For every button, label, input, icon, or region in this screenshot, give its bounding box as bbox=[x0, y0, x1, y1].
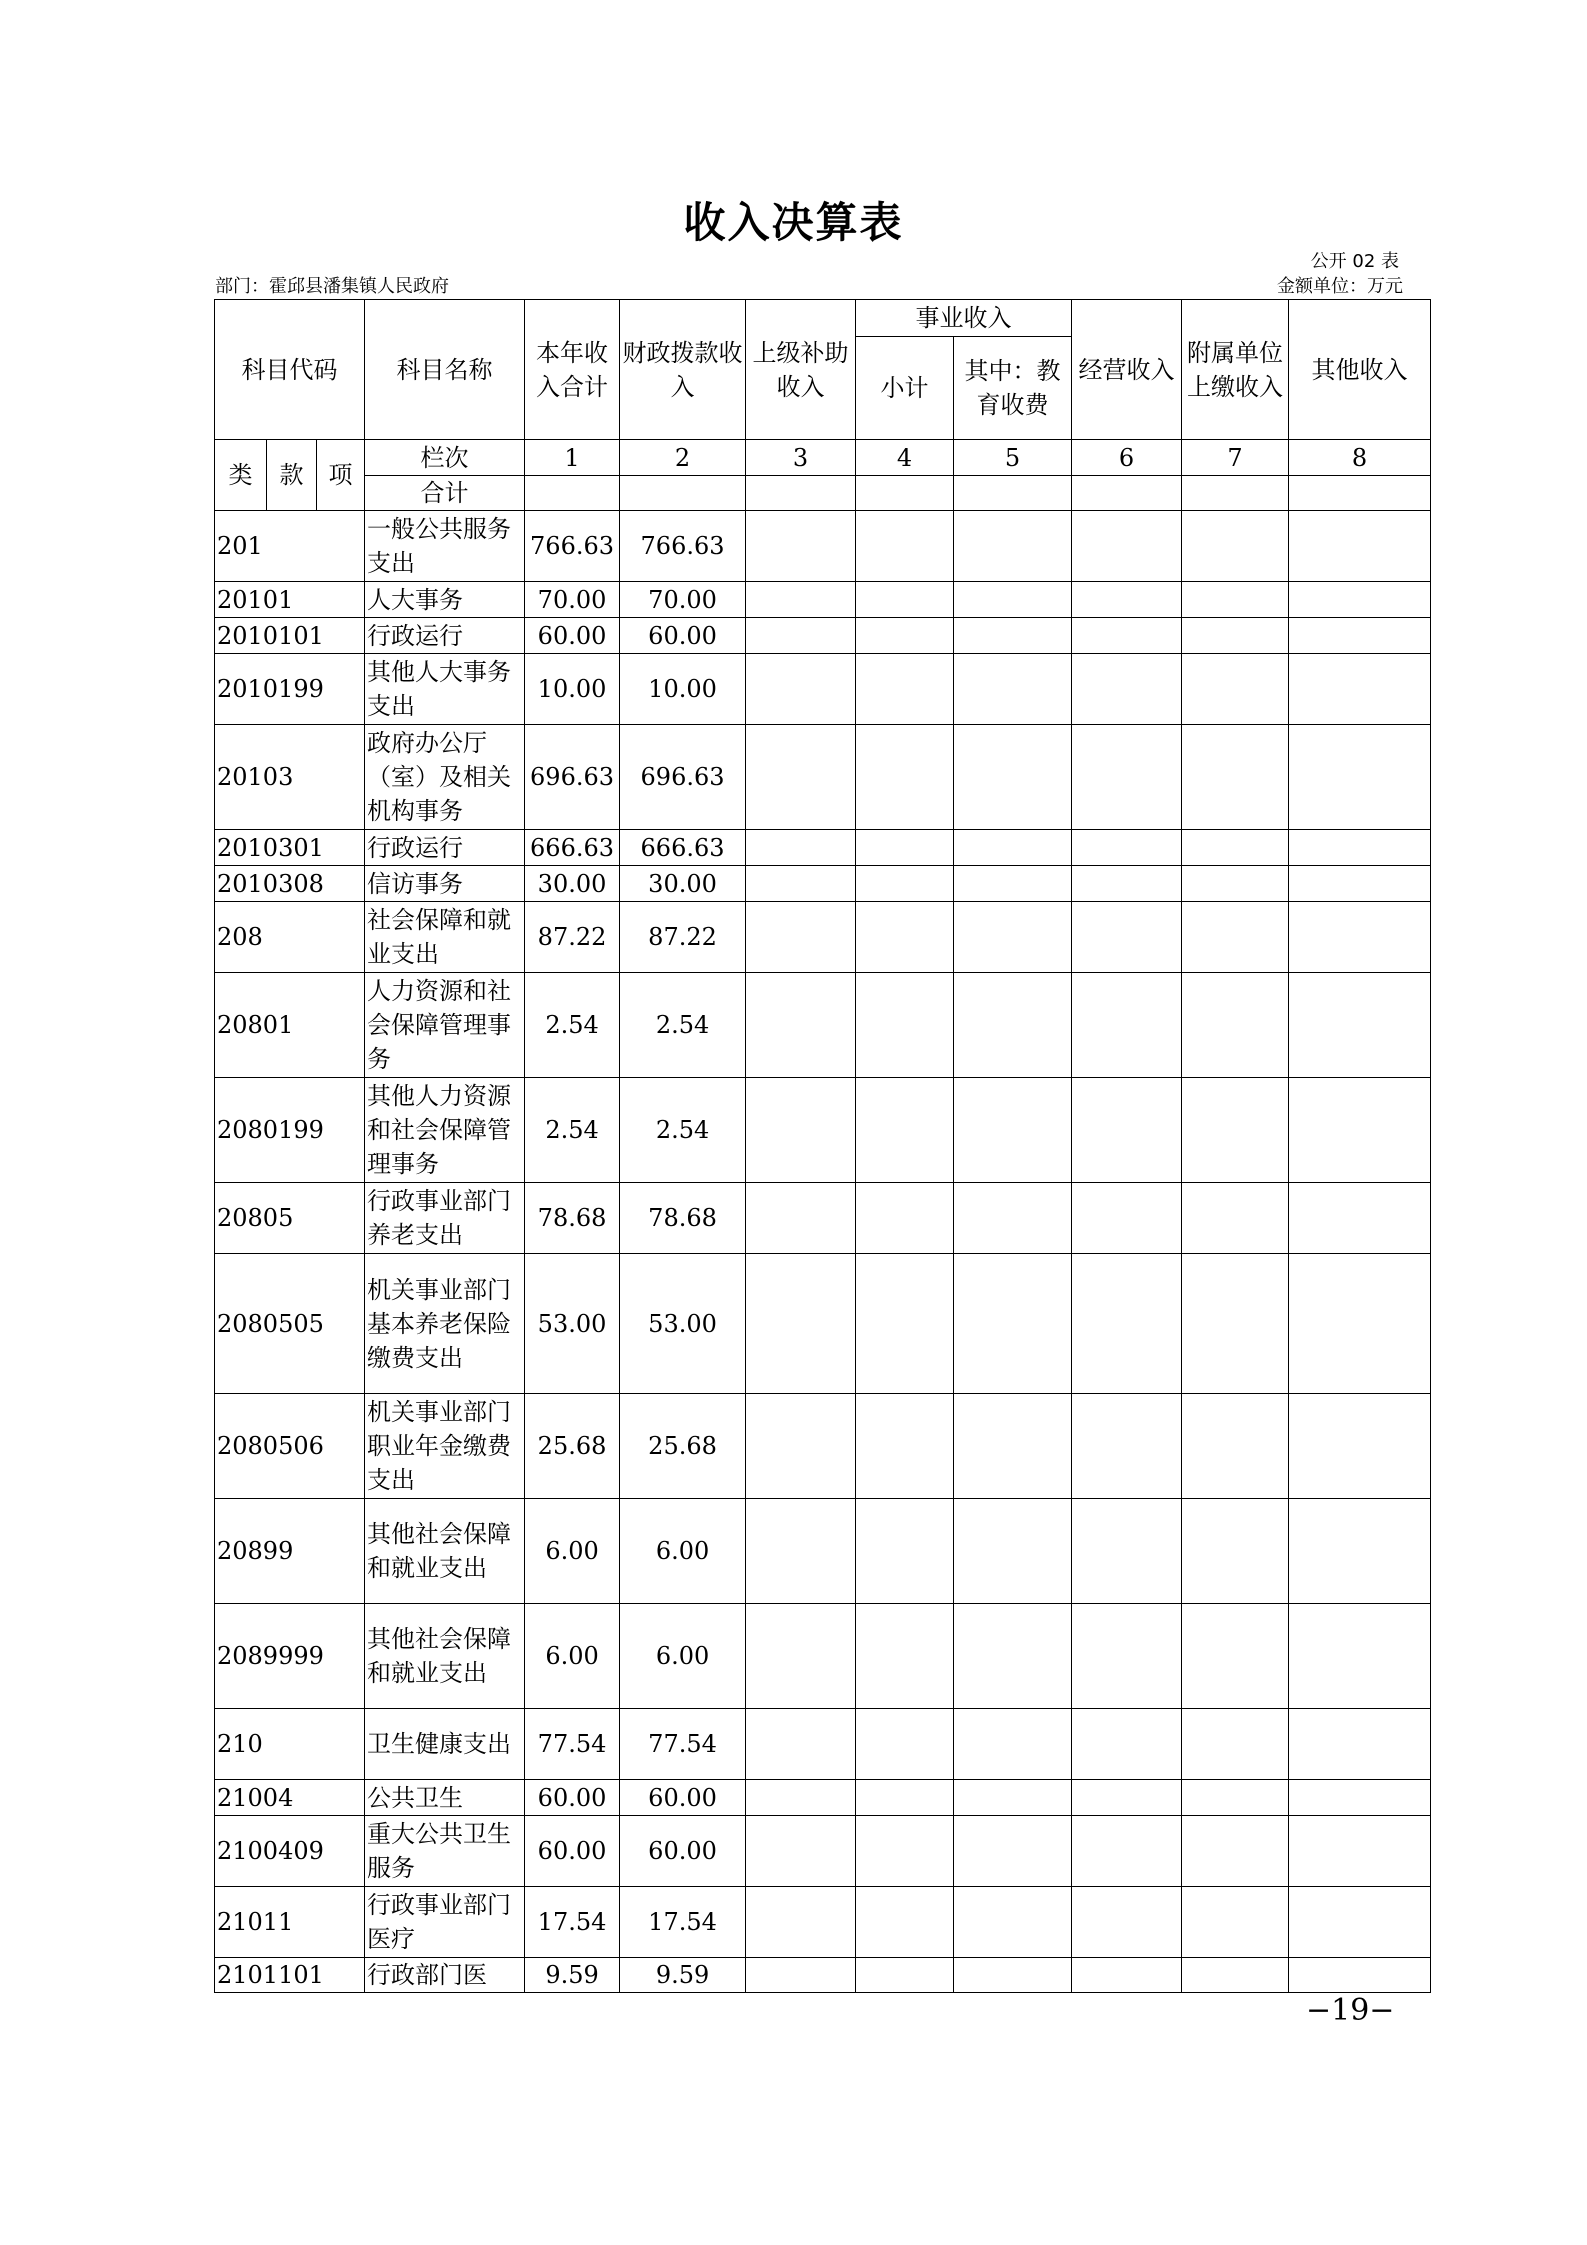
col-number: 5 bbox=[954, 440, 1072, 476]
row-fiscal: 60.00 bbox=[620, 1816, 746, 1887]
row-name: 行政运行 bbox=[365, 618, 525, 654]
col-number: 6 bbox=[1072, 440, 1182, 476]
table-row bbox=[215, 973, 1431, 1078]
row-code: 20899 bbox=[215, 1499, 365, 1604]
row-total: 70.00 bbox=[525, 582, 620, 618]
col-number: 7 bbox=[1182, 440, 1289, 476]
header-operating: 经营收入 bbox=[1072, 300, 1182, 440]
empty-cell bbox=[1072, 902, 1182, 973]
empty-cell bbox=[746, 1958, 856, 1993]
row-name: 机关事业部门职业年金缴费支出 bbox=[365, 1394, 525, 1499]
row-total: 60.00 bbox=[525, 1780, 620, 1816]
row-code: 20805 bbox=[215, 1183, 365, 1254]
table-row bbox=[215, 902, 1431, 973]
row-code: 2010101 bbox=[215, 618, 365, 654]
row-total: 666.63 bbox=[525, 830, 620, 866]
row-fiscal: 766.63 bbox=[620, 511, 746, 582]
empty-cell bbox=[1289, 511, 1431, 582]
row-name: 信访事务 bbox=[365, 866, 525, 902]
empty-cell bbox=[1289, 725, 1431, 830]
empty-cell bbox=[1289, 476, 1431, 511]
empty-cell bbox=[954, 476, 1072, 511]
empty-cell bbox=[1182, 1816, 1289, 1887]
empty-cell bbox=[1182, 725, 1289, 830]
empty-cell bbox=[954, 1183, 1072, 1254]
empty-cell bbox=[954, 618, 1072, 654]
header-education: 其中：教育收费 bbox=[954, 337, 1072, 440]
row-code: 2010301 bbox=[215, 830, 365, 866]
table-row bbox=[215, 866, 1431, 902]
row-name: 人力资源和社会保障管理事务 bbox=[365, 973, 525, 1078]
empty-cell bbox=[1072, 511, 1182, 582]
empty-cell bbox=[746, 1709, 856, 1780]
empty-cell bbox=[1072, 1780, 1182, 1816]
page-title: 收入决算表 bbox=[683, 198, 904, 247]
row-name: 重大公共卫生服务 bbox=[365, 1816, 525, 1887]
empty-cell bbox=[746, 1183, 856, 1254]
empty-cell bbox=[1182, 1183, 1289, 1254]
empty-cell bbox=[856, 1254, 954, 1394]
empty-cell bbox=[1072, 618, 1182, 654]
empty-cell bbox=[856, 830, 954, 866]
empty-cell bbox=[1182, 1780, 1289, 1816]
empty-cell bbox=[746, 511, 856, 582]
row-name: 行政部门医 bbox=[365, 1958, 525, 1993]
col-number: 1 bbox=[525, 440, 620, 476]
row-name: 公共卫生 bbox=[365, 1780, 525, 1816]
row-name: 行政事业部门养老支出 bbox=[365, 1183, 525, 1254]
row-name: 其他人大事务支出 bbox=[365, 654, 525, 725]
empty-cell bbox=[954, 1499, 1072, 1604]
form-number: 公开 02 表 bbox=[1310, 251, 1399, 272]
row-fiscal: 2.54 bbox=[620, 973, 746, 1078]
empty-cell bbox=[1289, 1254, 1431, 1394]
row-code: 2080199 bbox=[215, 1078, 365, 1183]
row-name: 社会保障和就业支出 bbox=[365, 902, 525, 973]
empty-cell bbox=[856, 1816, 954, 1887]
empty-cell bbox=[856, 1078, 954, 1183]
row-code: 2089999 bbox=[215, 1604, 365, 1709]
row-name: 行政事业部门医疗 bbox=[365, 1887, 525, 1958]
empty-cell bbox=[1072, 1394, 1182, 1499]
empty-cell bbox=[954, 511, 1072, 582]
header-superior: 上级补助收入 bbox=[746, 300, 856, 440]
header-name: 科目名称 bbox=[365, 300, 525, 440]
row-name: 其他人力资源和社会保障管理事务 bbox=[365, 1078, 525, 1183]
empty-cell bbox=[1182, 1958, 1289, 1993]
empty-cell bbox=[856, 725, 954, 830]
row-total: 78.68 bbox=[525, 1183, 620, 1254]
row-name: 卫生健康支出 bbox=[365, 1709, 525, 1780]
row-fiscal: 53.00 bbox=[620, 1254, 746, 1394]
empty-cell bbox=[954, 1078, 1072, 1183]
empty-cell bbox=[856, 654, 954, 725]
header-other: 其他收入 bbox=[1289, 300, 1431, 440]
row-total: 87.22 bbox=[525, 902, 620, 973]
empty-cell bbox=[1182, 973, 1289, 1078]
empty-cell bbox=[1182, 618, 1289, 654]
row-code: 2010199 bbox=[215, 654, 365, 725]
empty-cell bbox=[1182, 1709, 1289, 1780]
empty-cell bbox=[1072, 1958, 1182, 1993]
empty-cell bbox=[1289, 866, 1431, 902]
row-total: 2.54 bbox=[525, 973, 620, 1078]
row-code: 2101101 bbox=[215, 1958, 365, 1993]
empty-cell bbox=[746, 866, 856, 902]
empty-cell bbox=[746, 618, 856, 654]
empty-cell bbox=[1072, 1604, 1182, 1709]
table-row bbox=[215, 1254, 1431, 1394]
empty-cell bbox=[746, 1078, 856, 1183]
col-number: 4 bbox=[856, 440, 954, 476]
empty-cell bbox=[1072, 1499, 1182, 1604]
empty-cell bbox=[1072, 654, 1182, 725]
empty-cell bbox=[954, 1958, 1072, 1993]
row-name: 行政运行 bbox=[365, 830, 525, 866]
empty-cell bbox=[1289, 902, 1431, 973]
empty-cell bbox=[1182, 902, 1289, 973]
table-row bbox=[215, 1499, 1431, 1604]
empty-cell bbox=[1182, 866, 1289, 902]
header-total: 本年收入合计 bbox=[525, 300, 620, 440]
empty-cell bbox=[1289, 1394, 1431, 1499]
row-fiscal: 60.00 bbox=[620, 618, 746, 654]
row-code: 208 bbox=[215, 902, 365, 973]
empty-cell bbox=[1182, 476, 1289, 511]
empty-cell bbox=[856, 973, 954, 1078]
empty-cell bbox=[856, 1183, 954, 1254]
empty-cell bbox=[1182, 830, 1289, 866]
row-fiscal: 696.63 bbox=[620, 725, 746, 830]
table-row bbox=[215, 1780, 1431, 1816]
empty-cell bbox=[1182, 582, 1289, 618]
empty-cell bbox=[1072, 476, 1182, 511]
empty-cell bbox=[1182, 1394, 1289, 1499]
empty-cell bbox=[856, 1604, 954, 1709]
empty-cell bbox=[1072, 725, 1182, 830]
row-total: 53.00 bbox=[525, 1254, 620, 1394]
empty-cell bbox=[954, 1780, 1072, 1816]
empty-cell bbox=[1072, 1709, 1182, 1780]
empty-cell bbox=[1072, 973, 1182, 1078]
empty-cell bbox=[746, 582, 856, 618]
row-fiscal: 70.00 bbox=[620, 582, 746, 618]
empty-cell bbox=[1072, 1254, 1182, 1394]
empty-cell bbox=[1289, 582, 1431, 618]
row-code: 2010308 bbox=[215, 866, 365, 902]
column-number-label: 栏次 bbox=[365, 440, 525, 476]
empty-cell bbox=[1289, 1499, 1431, 1604]
empty-cell bbox=[856, 1709, 954, 1780]
empty-cell bbox=[856, 511, 954, 582]
table-row bbox=[215, 1183, 1431, 1254]
empty-cell bbox=[746, 1816, 856, 1887]
col-number: 3 bbox=[746, 440, 856, 476]
row-total: 696.63 bbox=[525, 725, 620, 830]
empty-cell bbox=[746, 902, 856, 973]
empty-cell bbox=[954, 1816, 1072, 1887]
empty-cell bbox=[856, 1887, 954, 1958]
row-total: 30.00 bbox=[525, 866, 620, 902]
empty-cell bbox=[525, 476, 620, 511]
empty-cell bbox=[1289, 1078, 1431, 1183]
row-total: 60.00 bbox=[525, 618, 620, 654]
empty-cell bbox=[1072, 1078, 1182, 1183]
empty-cell bbox=[856, 618, 954, 654]
sum-label: 合计 bbox=[365, 476, 525, 511]
empty-cell bbox=[1289, 618, 1431, 654]
empty-cell bbox=[954, 830, 1072, 866]
row-code: 2100409 bbox=[215, 1816, 365, 1887]
row-total: 2.54 bbox=[525, 1078, 620, 1183]
table-row bbox=[215, 1604, 1431, 1709]
table-row bbox=[215, 1958, 1431, 1993]
row-fiscal: 30.00 bbox=[620, 866, 746, 902]
table-row bbox=[215, 582, 1431, 618]
row-code: 2080506 bbox=[215, 1394, 365, 1499]
empty-cell bbox=[1289, 1816, 1431, 1887]
table-row bbox=[215, 511, 1431, 582]
empty-cell bbox=[954, 1254, 1072, 1394]
header-fiscal: 财政拨款收入 bbox=[620, 300, 746, 440]
empty-cell bbox=[954, 1887, 1072, 1958]
empty-cell bbox=[1289, 1887, 1431, 1958]
row-code: 21004 bbox=[215, 1780, 365, 1816]
empty-cell bbox=[746, 1887, 856, 1958]
row-name: 一般公共服务支出 bbox=[365, 511, 525, 582]
empty-cell bbox=[856, 582, 954, 618]
row-fiscal: 10.00 bbox=[620, 654, 746, 725]
empty-cell bbox=[1289, 1183, 1431, 1254]
row-fiscal: 77.54 bbox=[620, 1709, 746, 1780]
row-code: 20801 bbox=[215, 973, 365, 1078]
table-row bbox=[215, 830, 1431, 866]
header-code: 科目代码 bbox=[215, 300, 365, 440]
empty-cell bbox=[954, 973, 1072, 1078]
row-total: 77.54 bbox=[525, 1709, 620, 1780]
row-total: 6.00 bbox=[525, 1499, 620, 1604]
row-code: 210 bbox=[215, 1709, 365, 1780]
empty-cell bbox=[954, 866, 1072, 902]
row-name: 人大事务 bbox=[365, 582, 525, 618]
page-number: −19− bbox=[1306, 1993, 1395, 2028]
empty-cell bbox=[1182, 1499, 1289, 1604]
table-row bbox=[215, 1078, 1431, 1183]
table-row bbox=[215, 1394, 1431, 1499]
row-fiscal: 9.59 bbox=[620, 1958, 746, 1993]
row-fiscal: 25.68 bbox=[620, 1394, 746, 1499]
row-code: 20103 bbox=[215, 725, 365, 830]
row-fiscal: 78.68 bbox=[620, 1183, 746, 1254]
table-row bbox=[215, 1816, 1431, 1887]
empty-cell bbox=[1182, 1604, 1289, 1709]
row-code: 201 bbox=[215, 511, 365, 582]
empty-cell bbox=[856, 1499, 954, 1604]
empty-cell bbox=[746, 1254, 856, 1394]
empty-cell bbox=[856, 1394, 954, 1499]
header-xiang: 项 bbox=[317, 440, 365, 511]
row-total: 766.63 bbox=[525, 511, 620, 582]
empty-cell bbox=[746, 1394, 856, 1499]
empty-cell bbox=[1072, 582, 1182, 618]
empty-cell bbox=[1289, 1780, 1431, 1816]
table-row bbox=[215, 1887, 1431, 1958]
empty-cell bbox=[856, 1958, 954, 1993]
department-label: 部门：霍邱县潘集镇人民政府 bbox=[215, 276, 449, 297]
empty-cell bbox=[954, 1604, 1072, 1709]
empty-cell bbox=[1182, 1887, 1289, 1958]
header-subtotal: 小计 bbox=[856, 337, 954, 440]
empty-cell bbox=[1072, 866, 1182, 902]
empty-cell bbox=[746, 476, 856, 511]
row-fiscal: 87.22 bbox=[620, 902, 746, 973]
header-kuan: 款 bbox=[267, 440, 317, 511]
header-lei: 类 bbox=[215, 440, 267, 511]
empty-cell bbox=[954, 582, 1072, 618]
unit-label: 金额单位：万元 bbox=[1277, 276, 1403, 297]
empty-cell bbox=[1289, 1958, 1431, 1993]
table-row bbox=[215, 654, 1431, 725]
empty-cell bbox=[954, 1394, 1072, 1499]
table-row bbox=[215, 1709, 1431, 1780]
row-total: 25.68 bbox=[525, 1394, 620, 1499]
empty-cell bbox=[746, 654, 856, 725]
row-fiscal: 6.00 bbox=[620, 1499, 746, 1604]
empty-cell bbox=[746, 725, 856, 830]
empty-cell bbox=[746, 830, 856, 866]
row-total: 6.00 bbox=[525, 1604, 620, 1709]
empty-cell bbox=[954, 1709, 1072, 1780]
empty-cell bbox=[856, 866, 954, 902]
empty-cell bbox=[620, 476, 746, 511]
row-fiscal: 60.00 bbox=[620, 1780, 746, 1816]
empty-cell bbox=[1289, 1604, 1431, 1709]
empty-cell bbox=[1072, 1887, 1182, 1958]
row-total: 10.00 bbox=[525, 654, 620, 725]
empty-cell bbox=[856, 1780, 954, 1816]
empty-cell bbox=[1182, 1078, 1289, 1183]
row-name: 其他社会保障和就业支出 bbox=[365, 1604, 525, 1709]
row-fiscal: 2.54 bbox=[620, 1078, 746, 1183]
row-code: 2080505 bbox=[215, 1254, 365, 1394]
empty-cell bbox=[1289, 973, 1431, 1078]
row-total: 60.00 bbox=[525, 1816, 620, 1887]
empty-cell bbox=[1072, 1816, 1182, 1887]
empty-cell bbox=[954, 725, 1072, 830]
row-fiscal: 666.63 bbox=[620, 830, 746, 866]
empty-cell bbox=[746, 1604, 856, 1709]
empty-cell bbox=[954, 902, 1072, 973]
table-row bbox=[215, 725, 1431, 830]
header-business: 事业收入 bbox=[856, 300, 1072, 337]
row-fiscal: 6.00 bbox=[620, 1604, 746, 1709]
col-number: 8 bbox=[1289, 440, 1431, 476]
row-name: 其他社会保障和就业支出 bbox=[365, 1499, 525, 1604]
empty-cell bbox=[1072, 1183, 1182, 1254]
empty-cell bbox=[856, 902, 954, 973]
row-total: 17.54 bbox=[525, 1887, 620, 1958]
row-name: 机关事业部门基本养老保险缴费支出 bbox=[365, 1254, 525, 1394]
empty-cell bbox=[746, 1780, 856, 1816]
empty-cell bbox=[1182, 1254, 1289, 1394]
empty-cell bbox=[856, 476, 954, 511]
income-table bbox=[214, 299, 1431, 1993]
empty-cell bbox=[1182, 654, 1289, 725]
empty-cell bbox=[954, 654, 1072, 725]
row-name: 政府办公厅（室）及相关机构事务 bbox=[365, 725, 525, 830]
row-code: 20101 bbox=[215, 582, 365, 618]
empty-cell bbox=[746, 1499, 856, 1604]
table-row bbox=[215, 618, 1431, 654]
empty-cell bbox=[1289, 1709, 1431, 1780]
empty-cell bbox=[1072, 830, 1182, 866]
row-code: 21011 bbox=[215, 1887, 365, 1958]
empty-cell bbox=[1289, 830, 1431, 866]
row-total: 9.59 bbox=[525, 1958, 620, 1993]
header-affiliated: 附属单位上缴收入 bbox=[1182, 300, 1289, 440]
empty-cell bbox=[1289, 654, 1431, 725]
col-number: 2 bbox=[620, 440, 746, 476]
empty-cell bbox=[1182, 511, 1289, 582]
empty-cell bbox=[746, 973, 856, 1078]
row-fiscal: 17.54 bbox=[620, 1887, 746, 1958]
